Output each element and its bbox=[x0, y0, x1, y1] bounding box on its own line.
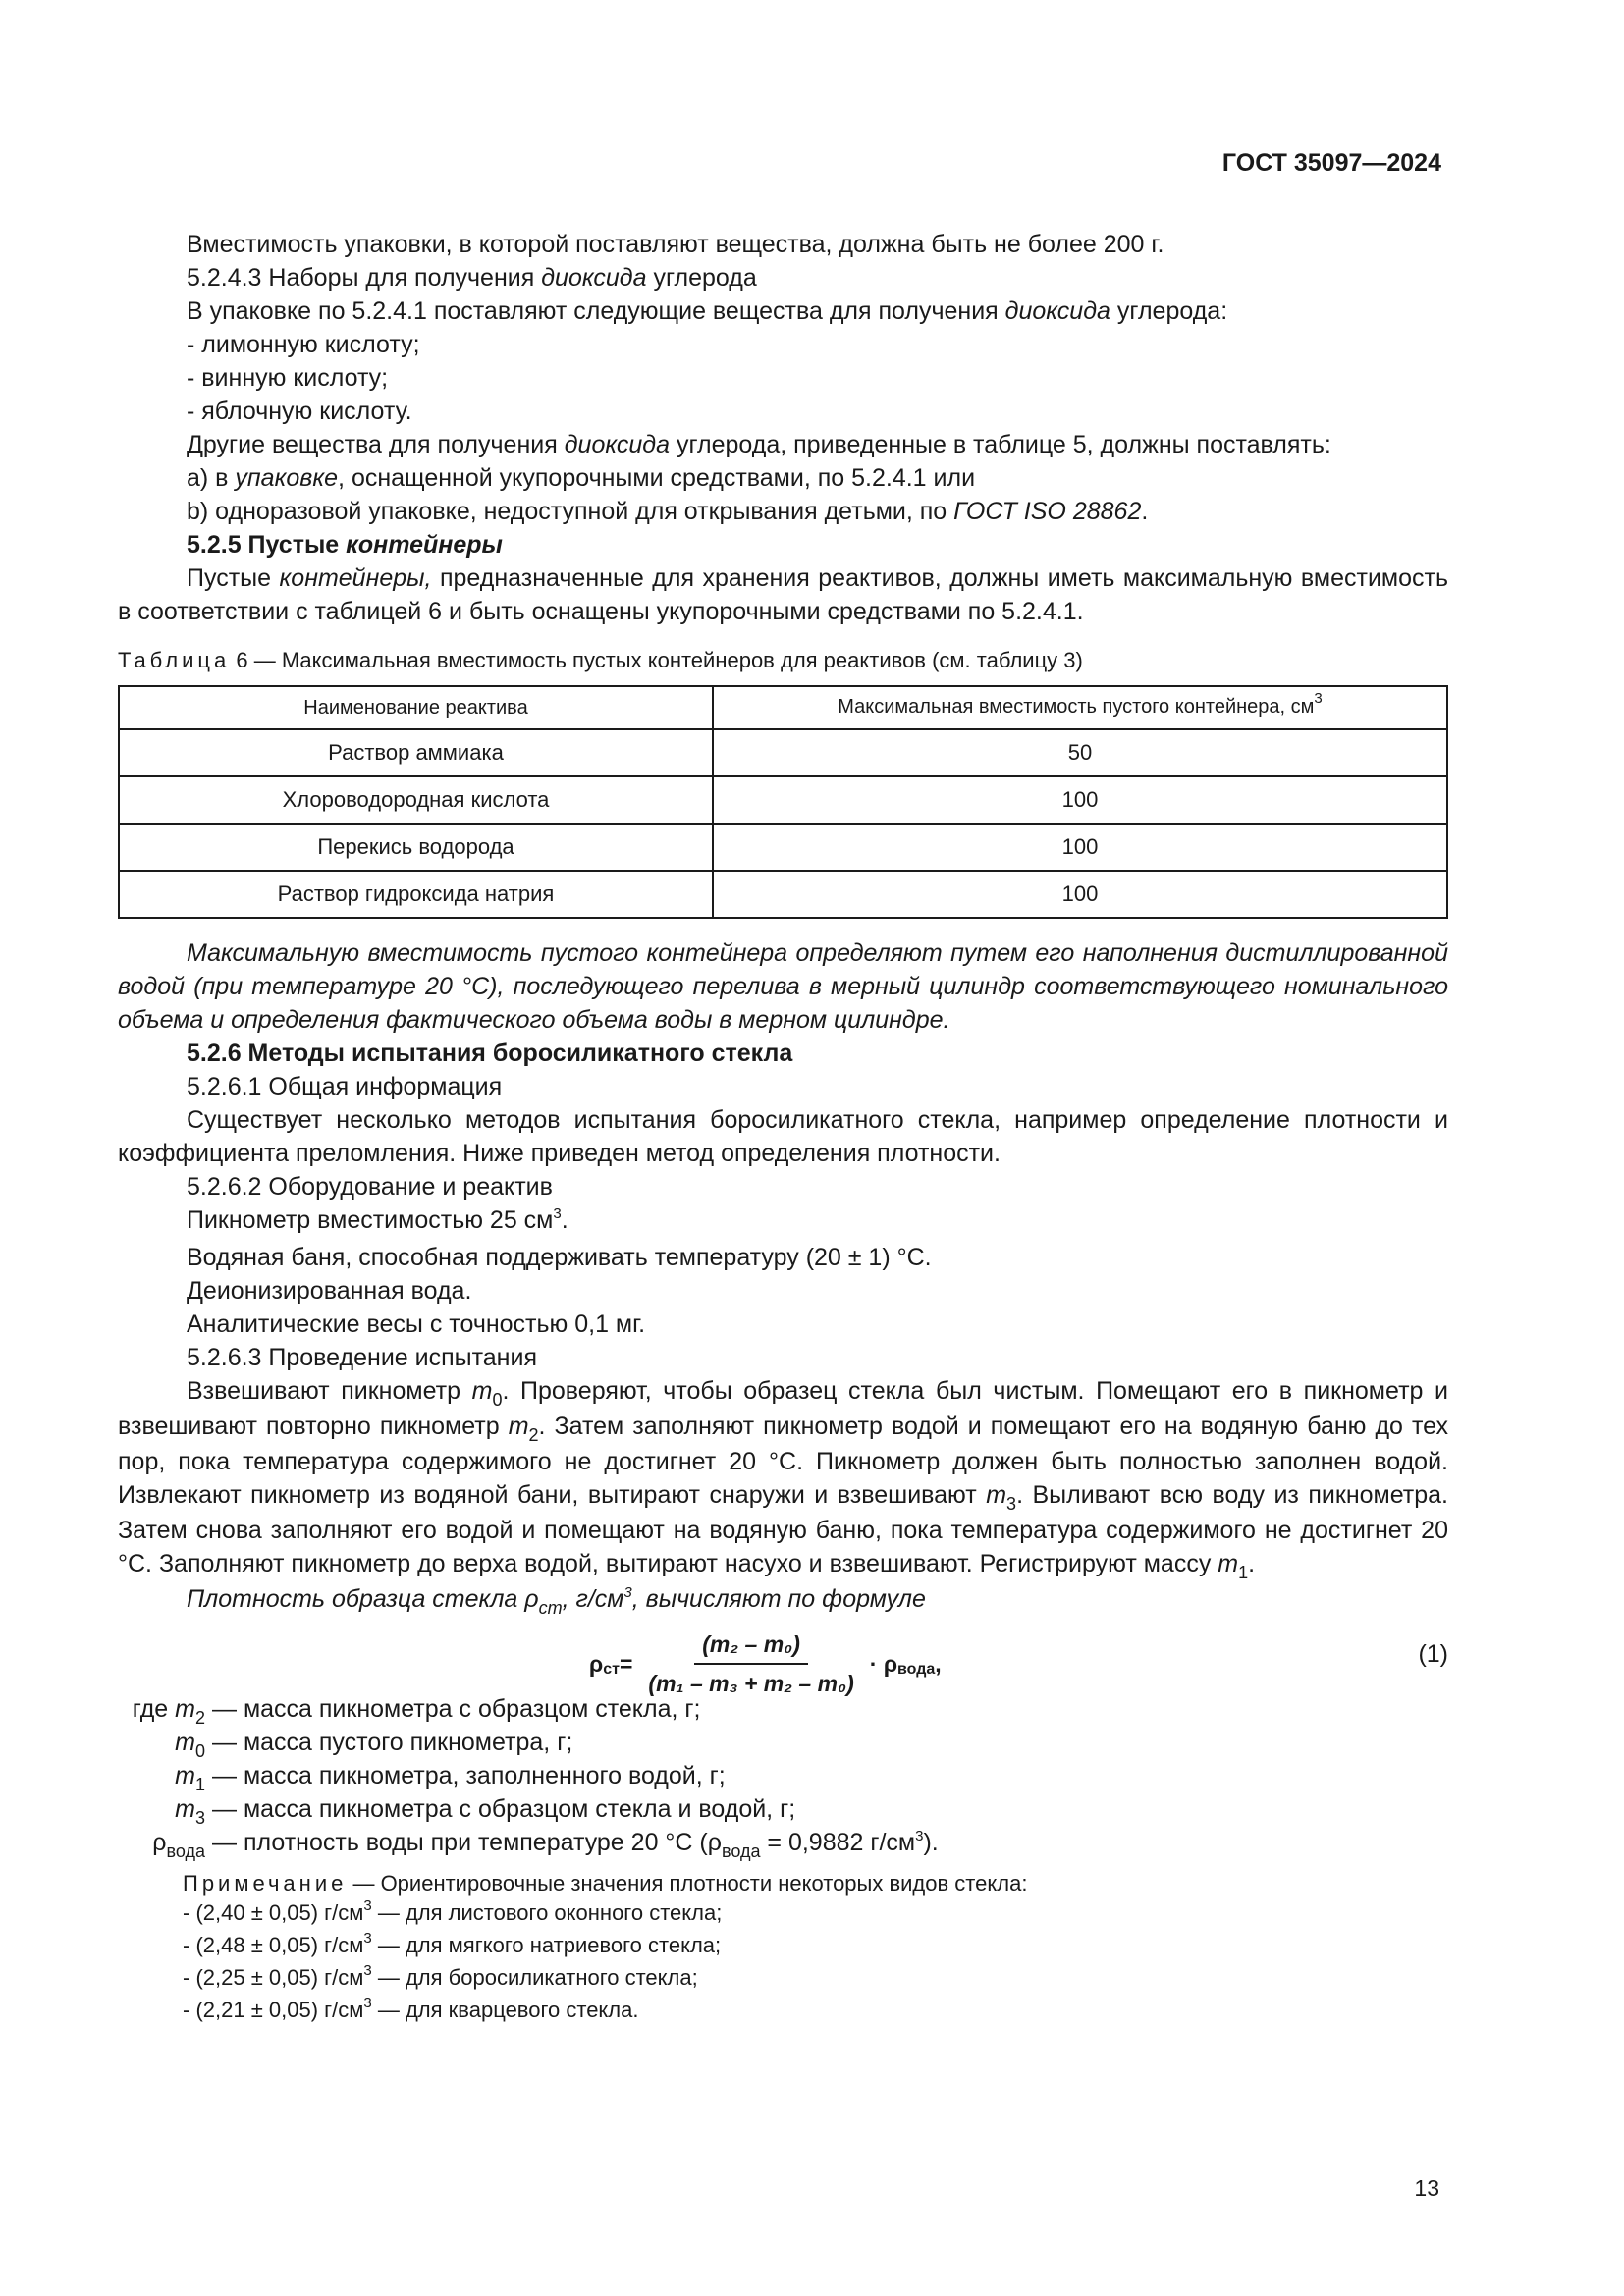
note-item: - (2,40 ± 0,05) $г/см^3$ — для листового оконного стекла; bbox=[183, 1897, 723, 1925]
equipment-item: Аналитические весы с точностью 0,1 мг. bbox=[187, 1310, 646, 1338]
subsection-heading: 5.2.6.2 Оборудование и реактив bbox=[187, 1173, 553, 1201]
variable-definition: $\rho_{вода}$ — плотность воды при температуре 20 °C ($\rho_{вода} = 0,9882$ $г/см^3$). bbox=[152, 1828, 939, 1861]
equipment-item: Водяная баня, способная поддерживать температуру (20 ± 1) °C. bbox=[187, 1244, 932, 1271]
table-cell: 100 bbox=[713, 871, 1447, 918]
paragraph: Пустые контейнеры, предназначенные для хранения реактивов, должны иметь максимальную вместимость в соответствии с таблицей 6 и быть оснащены укупорочными средствами по 5.2.4.1. bbox=[118, 564, 1448, 625]
subsection-heading: 5.2.6.3 Проведение испытания bbox=[187, 1344, 537, 1371]
paragraph: Вместимость упаковки, в которой поставляют вещества, должна быть не более 200 г. bbox=[187, 231, 1164, 258]
table-header-row bbox=[119, 686, 1447, 729]
note-item: - (2,21 ± 0,05) $г/см^3$ — для кварцевого стекла. bbox=[183, 1995, 639, 2022]
formula-number: (1) bbox=[1418, 1640, 1448, 1668]
table-caption: Таблица 6 — Максимальная вместимость пустых контейнеров для реактивов (см. таблицу 3) bbox=[118, 648, 1083, 672]
list-item: b) одноразовой упаковке, недоступной для открывания детьми, по ГОСТ ISO 28862. bbox=[187, 498, 1149, 525]
page-body bbox=[118, 228, 1448, 2028]
list-item: - лимонную кислоту; bbox=[187, 331, 420, 358]
density-formula bbox=[118, 1624, 1448, 1696]
table-row bbox=[119, 776, 1447, 824]
table-cell: Раствор аммиака bbox=[119, 729, 713, 776]
subsection-heading: 5.2.6.1 Общая информация bbox=[187, 1073, 503, 1100]
note-intro: Примечание — Ориентировочные значения плотности некоторых видов стекла: bbox=[183, 1871, 1028, 1896]
table-cell: Перекись водорода bbox=[119, 824, 713, 871]
table-row bbox=[119, 824, 1447, 871]
variable-definition: $m_0$ — масса пустого пикнометра, г; bbox=[175, 1729, 573, 1761]
paragraph: Другие вещества для получения диоксида углерода, приведенные в таблице 5, должны поставлять: bbox=[187, 431, 1331, 458]
table-cell: Хлороводородная кислота bbox=[119, 776, 713, 824]
variable-definition: $m_3$ — масса пикнометра с образцом стекла и водой, г; bbox=[175, 1795, 796, 1828]
paragraph: Плотность образца стекла $\rho_{ст}$, $г/см^3$, вычисляют по формуле bbox=[187, 1584, 926, 1618]
equipment-item: Деионизированная вода. bbox=[187, 1277, 472, 1305]
equipment-item: Пикнометр вместимостью 25 $см^3$. bbox=[187, 1205, 568, 1234]
table-row bbox=[119, 871, 1447, 918]
column-header: Наименование реактива bbox=[119, 686, 713, 729]
section-heading: 5.2.5 Пустые контейнеры bbox=[187, 531, 503, 559]
subsection-heading: 5.2.4.3 Наборы для получения диоксида углерода bbox=[187, 264, 757, 292]
note-item: - (2,25 ± 0,05) $г/см^3$ — для боросиликатного стекла; bbox=[183, 1962, 698, 1990]
note-item: - (2,48 ± 0,05) $г/см^3$ — для мягкого натриевого стекла; bbox=[183, 1930, 722, 1957]
list-item: - винную кислоту; bbox=[187, 364, 389, 392]
section-heading: 5.2.6 Методы испытания боросиликатного стекла bbox=[187, 1040, 793, 1067]
note-block bbox=[118, 1869, 1448, 2028]
list-item: a) в упаковке, оснащенной укупорочными средствами, по 5.2.4.1 или bbox=[187, 464, 976, 492]
page-number: 13 bbox=[1414, 2175, 1439, 2201]
reagent-capacity-table bbox=[118, 685, 1448, 919]
paragraph: Существует несколько методов испытания боросиликатного стекла, например определение плотности и коэффициента преломления. Ниже приведен метод определения плотности. bbox=[118, 1106, 1448, 1167]
table-cell: 100 bbox=[713, 824, 1447, 871]
document-number: ГОСТ 35097—2024 bbox=[1221, 149, 1441, 177]
variable-definition: $m_1$ — масса пикнометра, заполненного водой, г; bbox=[175, 1762, 726, 1794]
list-item: - яблочную кислоту. bbox=[187, 398, 412, 425]
table-cell: 100 bbox=[713, 776, 1447, 824]
formula-fraction: $\frac{\text{(m₂ – m₀)}}{\text{(m₁ – m₃ + m₂ – m₀)}}$ bbox=[640, 1628, 861, 1700]
table-row bbox=[119, 729, 1447, 776]
italic-paragraph: Максимальную вместимость пустого контейнера определяют путем его наполнения дистиллированной водой (при температуре 20 °C), последующего перелива в мерный цилиндр соответствующего номинального объема и определения фактического объема воды в мерном цилиндре. bbox=[118, 939, 1448, 1034]
paragraph: В упаковке по 5.2.4.1 поставляют следующие вещества для получения диоксида углерода: bbox=[187, 297, 1228, 325]
column-header: Максимальная вместимость пустого контейнера, $см^3$ bbox=[713, 686, 1447, 729]
variable-definition: где $m_2$ — масса пикнометра с образцом стекла, г; bbox=[132, 1695, 701, 1728]
paragraph: Взвешивают пикнометр $m_0$. Проверяют, чтобы образец стекла был чистым. Помещают его в пикнометр и взвешивают повторно пикнометр $m_2$. Затем заполняют пикнометр водой и помещают его на водяную баню до тех пор, пока температура содержимого не достигнет 20 °C. Пикнометр должен быть полностью заполнен водой. Извлекают пикнометр из водяной бани, вытирают снаружи и взвешивают $m_3$. Выливают всю воду из пикнометра. Затем снова заполняют его водой и помещают на водяную баню, пока температура содержимого не достигнет 20 °C. Заполняют пикнометр до верха водой, вытирают насухо и взвешивают. Регистрируют массу $m_1$. bbox=[118, 1377, 1448, 1582]
formula-expression: ρ ст = $\frac{\text{(m₂ – m₀)}}{\text{(m₁ – m₃ + m₂ – m₀)}}$ · ρ вода , bbox=[589, 1628, 942, 1700]
table-cell: Раствор гидроксида натрия bbox=[119, 871, 713, 918]
table-cell: 50 bbox=[713, 729, 1447, 776]
